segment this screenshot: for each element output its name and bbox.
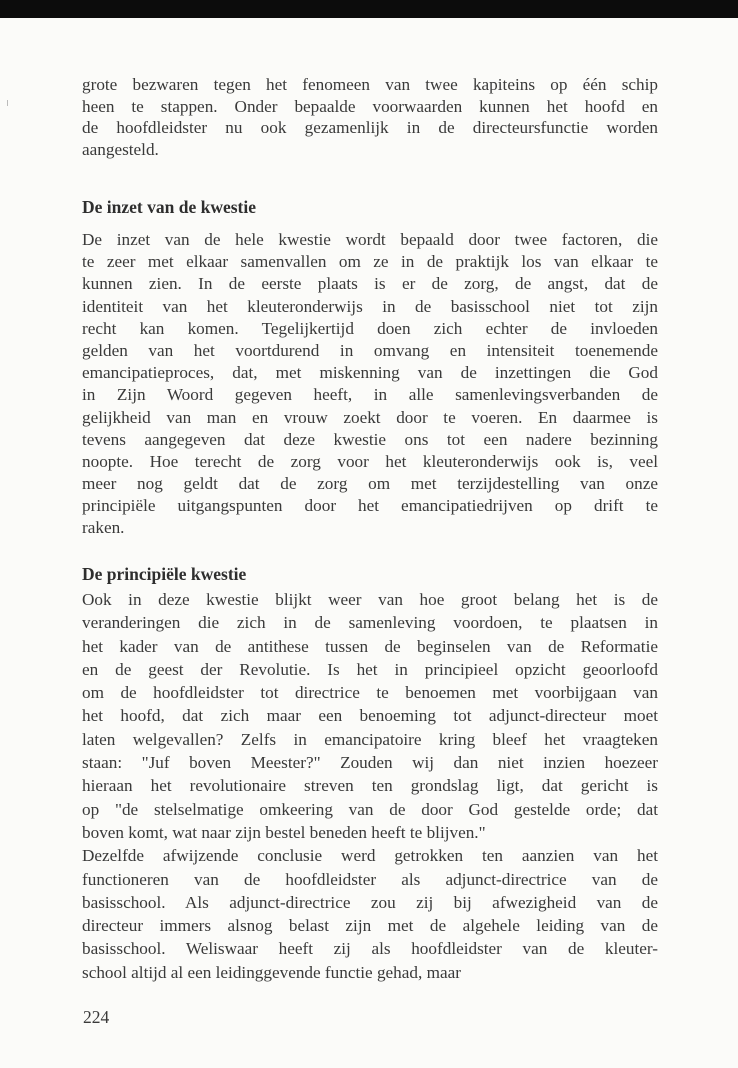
text-line: directeur immers alsnog belast zijn met de algehele leiding van de <box>82 916 658 936</box>
text-line: aangesteld. <box>82 140 159 160</box>
text-line: in Zijn Woord gegeven heeft, in alle samenlevingsverbanden de <box>82 385 658 405</box>
text-line: raken. <box>82 518 125 538</box>
text-line: Dezelfde afwijzende conclusie werd getrokken ten aanzien van het <box>82 846 658 866</box>
text-line: kunnen zien. In de eerste plaats is er de zorg, de angst, dat de <box>82 274 658 294</box>
text-line: basisschool. Als adjunct-directrice zou zij bij afwezigheid van de <box>82 892 658 912</box>
text-line: de hoofdleidster nu ook gezamenlijk in de directeursfunctie worden <box>82 118 658 138</box>
text-line: het kader van de antithese tussen de beginselen van de Reformatie <box>82 636 658 656</box>
text-line: tevens aangegeven dat deze kwestie ons tot een nadere bezinning <box>82 429 658 449</box>
text-line: en de geest der Revolutie. Is het in principieel opzicht geoorloofd <box>82 659 658 679</box>
section-principieel-paragraph <box>82 588 658 984</box>
text-line: meer nog geldt dat de zorg om met terzijdestelling van onze <box>82 474 658 494</box>
text-line: gelijkheid van man en vrouw zoekt door te voeren. En daarmee is <box>82 407 658 427</box>
scan-top-border <box>0 0 738 18</box>
text-line: het hoofd, dat zich maar een benoeming tot adjunct-directeur moet <box>82 706 658 726</box>
text-line: Ook in deze kwestie blijkt weer van hoe groot belang het is de <box>82 590 658 609</box>
text-line: heen te stappen. Onder bepaalde voorwaarden kunnen het hoofd en <box>82 96 658 116</box>
text-line: op "de stelselmatige omkeering van de door God gestelde orde; dat <box>82 799 658 819</box>
text-line: om de hoofdleidster tot directrice te benoemen met voorbijgaan van <box>82 683 658 703</box>
text-line: boven komt, wat naar zijn bestel beneden heeft te blijven." <box>82 822 486 842</box>
text-line: functioneren van de hoofdleidster als adjunct-directrice van de <box>82 869 658 889</box>
text-line: staan: "Juf boven Meester?" Zouden wij dan niet inzien hoezeer <box>82 753 658 773</box>
text-line: identiteit van het kleuteronderwijs in de basisschool niet tot zijn <box>82 296 658 316</box>
text-line: te zeer met elkaar samenvallen om ze in de praktijk los van elkaar te <box>82 252 658 272</box>
text-line: emancipatieproces, dat, met miskenning van de inzettingen die God <box>82 363 658 383</box>
section-heading-principieel: De principiële kwestie <box>82 564 247 584</box>
text-line: grote bezwaren tegen het fenomeen van twee kapiteins op één schip <box>82 75 658 94</box>
scan-artifact <box>7 100 8 106</box>
text-line: De inzet van de hele kwestie wordt bepaald door twee factoren, die <box>82 230 658 249</box>
page-number: 224 <box>83 1007 110 1027</box>
text-line: school altijd al een leidinggevende functie gehad, maar <box>82 962 461 982</box>
text-line: basisschool. Weliswaar heeft zij als hoofdleidster van de kleuter- <box>82 939 658 959</box>
section-inzet-paragraph <box>82 229 658 540</box>
text-line: veranderingen die zich in de samenleving voordoen, te plaatsen in <box>82 613 658 633</box>
text-line: hieraan het revolutionaire streven ten grondslag ligt, dat gericht is <box>82 776 658 796</box>
text-line: noopte. Hoe terecht de zorg voor het kleuteronderwijs ook is, veel <box>82 451 658 471</box>
intro-paragraph <box>82 74 658 161</box>
text-line: laten welgevallen? Zelfs in emancipatoire kring bleef het vraagteken <box>82 729 658 749</box>
text-line: recht kan komen. Tegelijkertijd doen zich echter de invloeden <box>82 318 658 338</box>
text-line: gelden van het voortdurend in omvang en intensiteit toenemende <box>82 340 658 360</box>
section-heading-inzet: De inzet van de kwestie <box>82 197 257 217</box>
text-line: principiële uitgangspunten door het emancipatiedrijven op drift te <box>82 496 658 516</box>
